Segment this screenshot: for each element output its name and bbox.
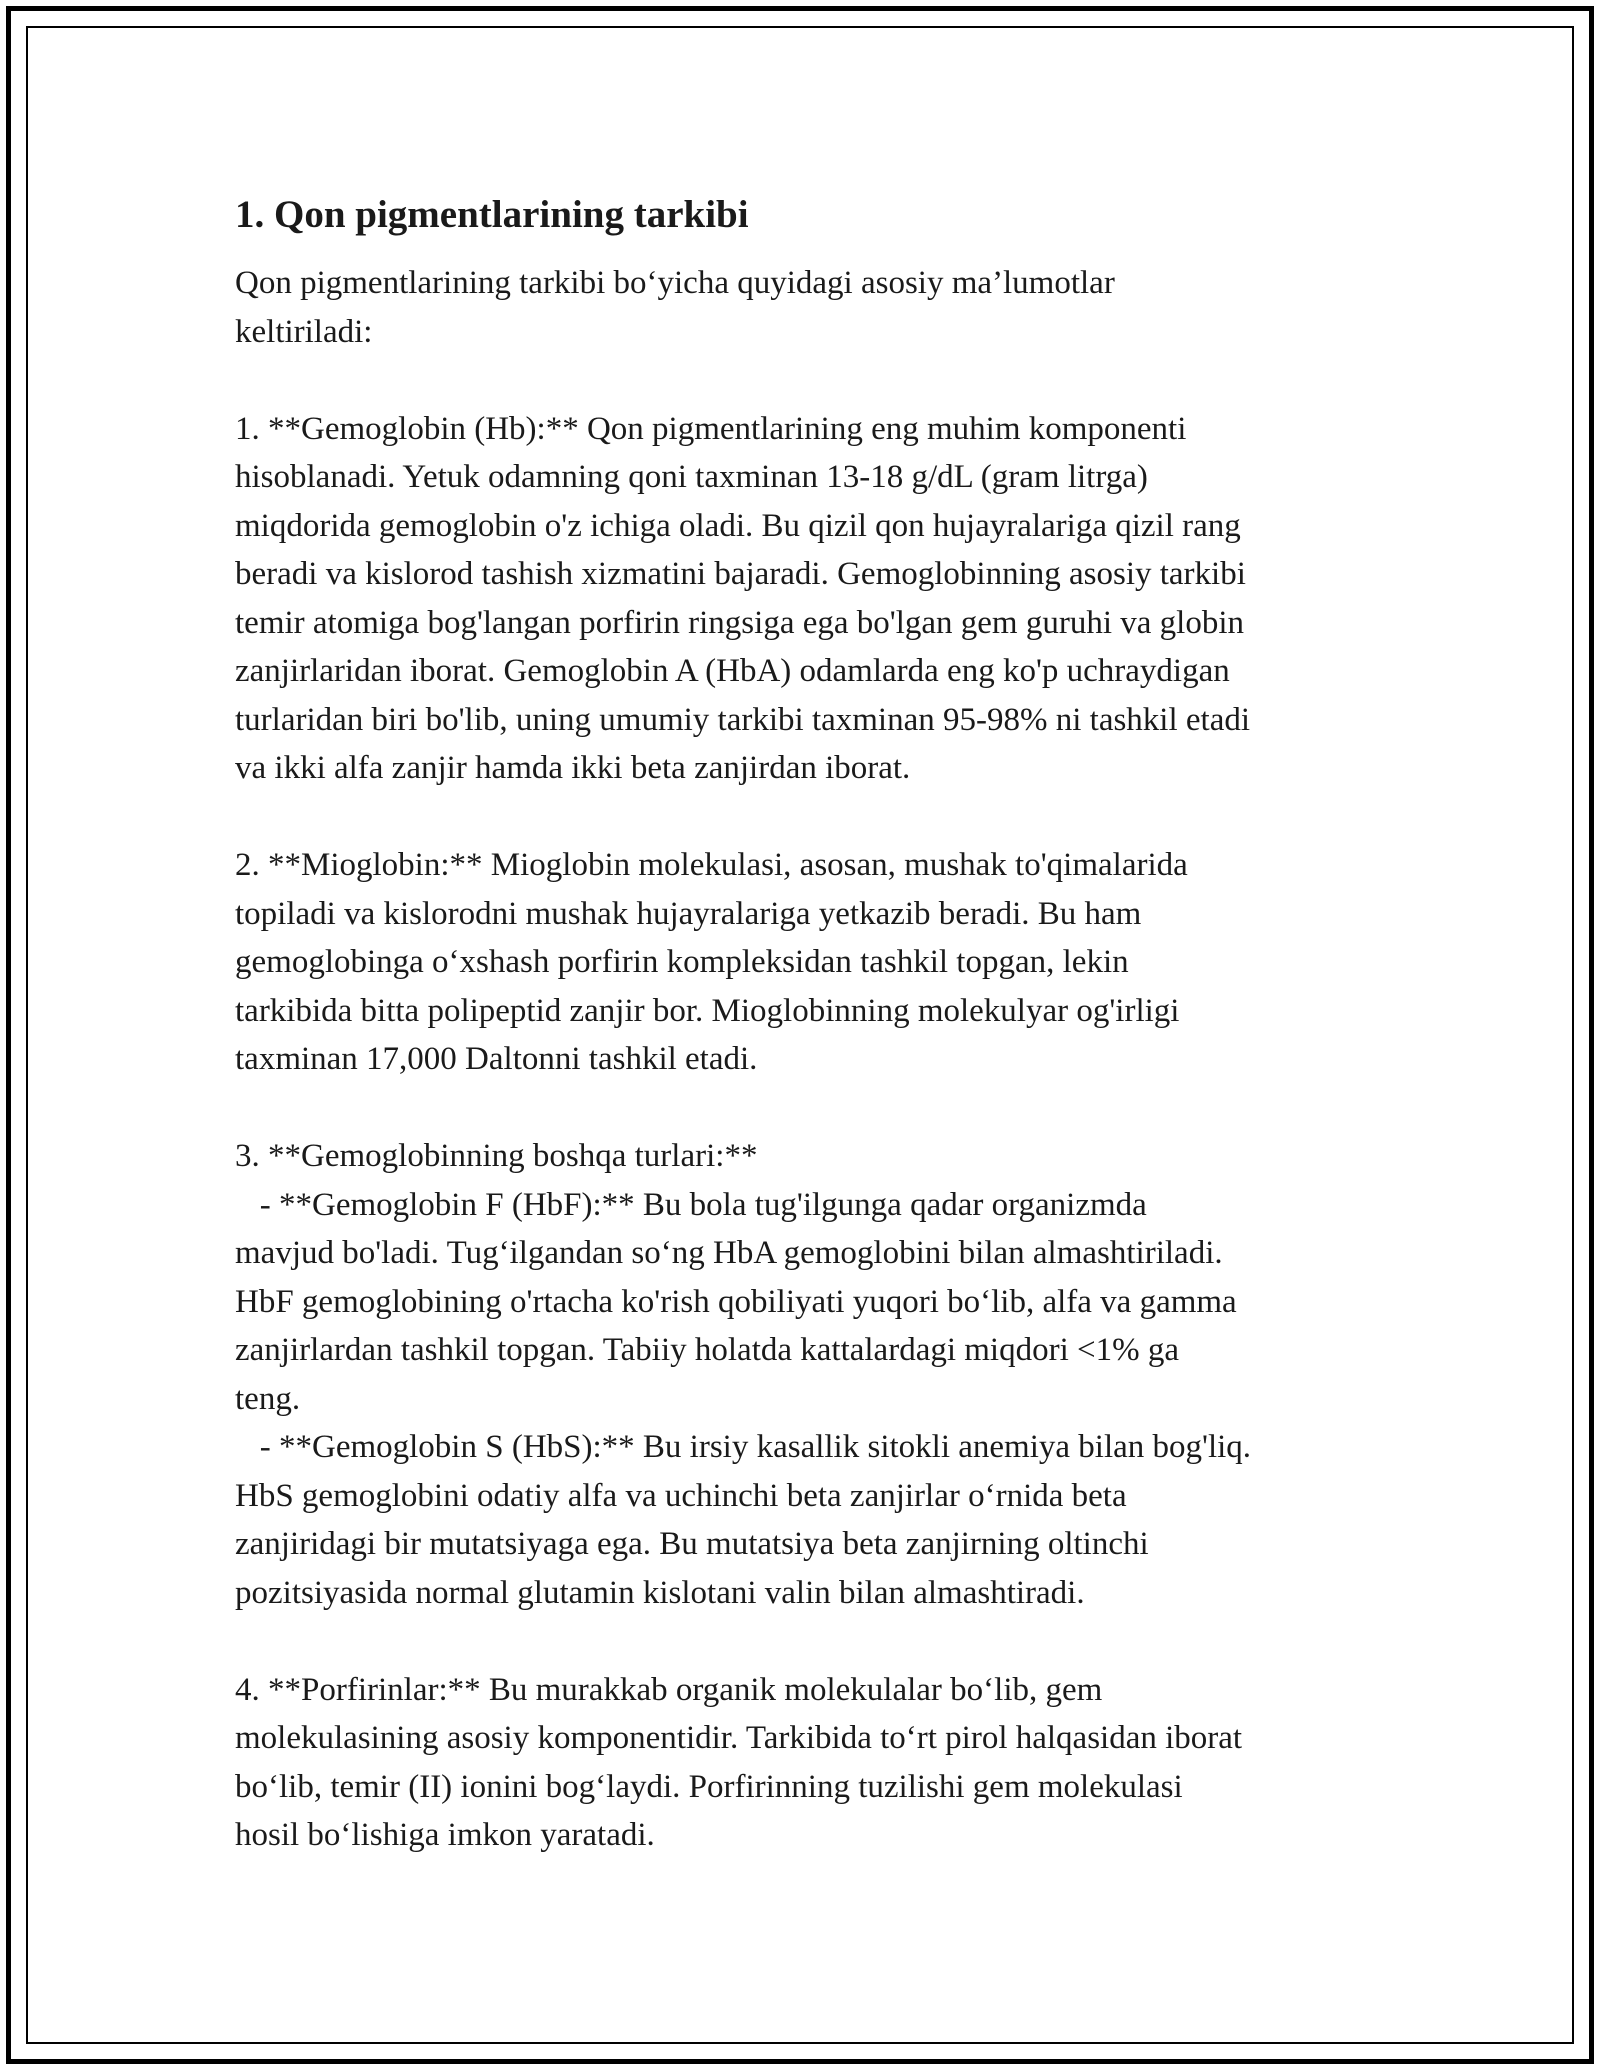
intro-paragraph: Qon pigmentlarining tarkibi bo‘yicha quyidagi asosiy ma’lumotlar keltiriladi: (235, 265, 1115, 350)
paragraph-gap (235, 1617, 1415, 1666)
section-hemoglobin: 1. **Gemoglobin (Hb):** Qon pigmentlarining eng muhim komponenti hisoblanadi. Yetuk odamning qoni taxminan 13-18 g/dL (gram litrga) miqdorida gemoglobin o'z ichiga oladi. Bu qizil qon hujayralariga qizil rang beradi va kislorod tashish xizmatini bajaradi. Gemoglobinning asosiy tarkibi temir atomiga bog'langan porfirin ringsiga ega bo'lgan gem guruhi va globin zanjirlaridan iborat. Gemoglobin A (HbA) odamlarda eng ko'p uchraydigan turlaridan biri bo'lib, uning umumiy tarkibi taxminan 95-98% ni tashkil etadi va ikki alfa zanjir hamda ikki beta zanjirdan iborat. (235, 410, 1251, 786)
document-body (235, 185, 1415, 1860)
section-porphyrins: 4. **Porfirinlar:** Bu murakkab organik molekulalar bo‘lib, gem molekulasining asosiy komponentidir. Tarkibida to‘rt pirol halqasidan iborat bo‘lib, temir (II) ionini bog‘laydi. Porfirinning tuzilishi gem molekulasi hosil bo‘lishiga imkon yaratadi. (235, 1671, 1243, 1853)
page-title: 1. Qon pigmentlarining tarkibi (235, 193, 749, 236)
section-hemoglobin-types: 3. **Gemoglobinning boshqa turlari:** - **Gemoglobin F (HbF):** Bu bola tug'ilgunga qadar organizmda mavjud bo'ladi. Tug‘ilgandan so‘ng HbA gemoglobini bilan almashtiriladi. HbF gemoglobining o'rtacha ko'rish qobiliyati yuqori bo‘lib, alfa va gamma zanjirlardan tashkil topgan. Tabiiy holatda kattalardagi miqdori <1% ga teng. - **Gemoglobin S (HbS):** Bu irsiy kasallik sitokli anemiya bilan bog'liq. HbS gemoglobini odatiy alfa va uchinchi beta zanjirlar o‘rnida beta zanjiridagi bir mutatsiyaga ega. Bu mutatsiya beta zanjirning oltinchi pozitsiyasida normal glutamin kislotani valin bilan almashtiradi. (235, 1138, 1252, 1611)
paragraph-gap (235, 793, 1415, 842)
paragraph-gap (235, 356, 1415, 405)
paragraph-gap (235, 1084, 1415, 1133)
section-myoglobin: 2. **Mioglobin:** Mioglobin molekulasi, asosan, mushak to'qimalarida topiladi va kislorodni mushak hujayralariga yetkazib beradi. Bu ham gemoglobinga o‘xshash porfirin kompleksidan tashkil topgan, lekin tarkibida bitta polipeptid zanjir bor. Mioglobinning molekulyar og'irligi taxminan 17,000 Daltonni tashkil etadi. (235, 847, 1188, 1077)
